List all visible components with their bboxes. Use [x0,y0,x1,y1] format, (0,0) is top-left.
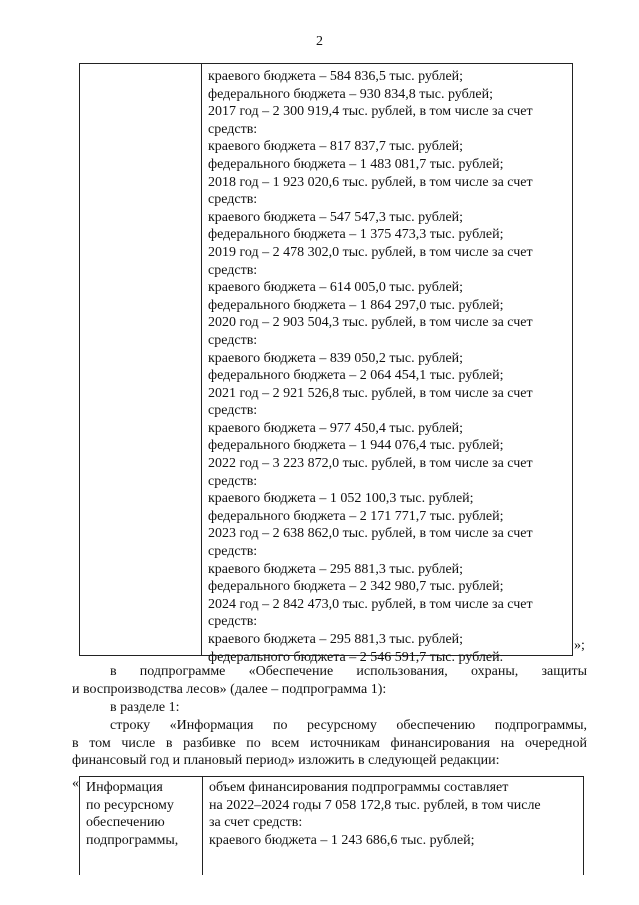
text-line: краевого бюджета – 977 450,4 тыс. рублей; [208,420,464,436]
text-line: 2019 год – 2 478 302,0 тыс. рублей, в том числе за счет [208,244,533,260]
text-line: краевого бюджета – 584 836,5 тыс. рублей; [208,69,464,84]
text-line: 2017 год – 2 300 919,4 тыс. рублей, в том числе за счет [208,104,533,120]
column-divider [202,777,203,875]
text-line: краевого бюджета – 614 005,0 тыс. рублей; [208,280,464,296]
opening-quote: « [72,776,79,791]
text-line: 2020 год – 2 903 504,3 тыс. рублей, в том числе за счет [208,315,533,331]
resource-info-table [79,776,584,875]
text-line: средств: [208,403,258,419]
text-line: средств: [208,121,258,137]
text-line: федерального бюджета – 2 171 771,7 тыс. рублей; [208,508,504,524]
text-line: объем финансирования подпрограммы составляет [209,780,509,795]
text-line: подпрограммы, [86,832,179,848]
text-line: федерального бюджета – 1 375 473,3 тыс. рублей; [208,227,504,243]
text-line: краевого бюджета – 1 052 100,3 тыс. рублей; [208,491,474,507]
text-line: федерального бюджета – 1 864 297,0 тыс. рублей; [208,297,504,313]
text-line: 2023 год – 2 638 862,0 тыс. рублей, в том числе за счет [208,526,533,542]
text-line: 2021 год – 2 921 526,8 тыс. рублей, в том числе за счет [208,385,533,401]
text-line: краевого бюджета – 295 881,3 тыс. рублей; [208,632,464,647]
text-line: средств: [208,473,258,489]
text-line: средств: [208,192,258,208]
text-line: 2018 год – 1 923 020,6 тыс. рублей, в том числе за счет [208,174,533,190]
text-line: федерального бюджета – 2 546 591,7 тыс. рублей. [208,649,504,665]
funding-details-cell [208,68,568,666]
text-line: на 2022–2024 годы 7 058 172,8 тыс. рублей, в том числе [209,797,541,813]
row-content-cell [209,779,579,849]
section-paragraph: в разделе 1: [110,700,180,715]
column-divider [201,64,202,655]
paragraph-line: и воспроизводства лесов» (далее – подпрограмма 1): [72,681,387,697]
paragraph-line: строку «Информация по ресурсному обеспечению подпрограммы, [110,718,587,733]
subprogram-paragraph [72,663,587,698]
page-number: 2 [316,34,323,49]
text-line: федерального бюджета – 2 064 454,1 тыс. рублей; [208,368,504,384]
text-line: за счет средств: [209,815,303,831]
text-line: обеспечению [86,815,165,831]
text-line: федерального бюджета – 1 944 076,4 тыс. рублей; [208,438,504,454]
paragraph-line: в том числе в разбивке по всем источникам финансирования на очередной [72,735,587,751]
paragraph-line: финансовый год и плановый период» изложить в следующей редакции: [72,753,500,769]
row-title-cell [86,779,198,849]
text-line: краевого бюджета – 547 547,3 тыс. рублей; [208,209,464,225]
paragraph-line: в подпрограмме «Обеспечение использования, охраны, защиты [110,664,587,679]
text-line: средств: [208,262,258,278]
funding-table-continued [79,63,573,665]
closing-quote: »; [574,638,585,653]
text-line: краевого бюджета – 817 837,7 тыс. рублей; [208,139,464,155]
text-line: краевого бюджета – 839 050,2 тыс. рублей; [208,350,464,366]
text-line: средств: [208,332,258,348]
text-line: средств: [208,614,258,630]
row-paragraph [72,717,587,770]
text-line: федерального бюджета – 930 834,8 тыс. рублей; [208,86,493,102]
text-line: краевого бюджета – 1 243 686,6 тыс. рублей; [209,832,475,848]
text-line: федерального бюджета – 2 342 980,7 тыс. рублей; [208,579,504,595]
text-line: Информация [86,780,163,795]
text-line: средств: [208,544,258,560]
text-line: 2024 год – 2 842 473,0 тыс. рублей, в том числе за счет [208,596,533,612]
text-line: 2022 год – 3 223 872,0 тыс. рублей, в том числе за счет [208,456,533,472]
text-line: краевого бюджета – 295 881,3 тыс. рублей; [208,561,464,577]
text-line: федерального бюджета – 1 483 081,7 тыс. рублей; [208,156,504,172]
text-line: по ресурсному [86,797,174,813]
